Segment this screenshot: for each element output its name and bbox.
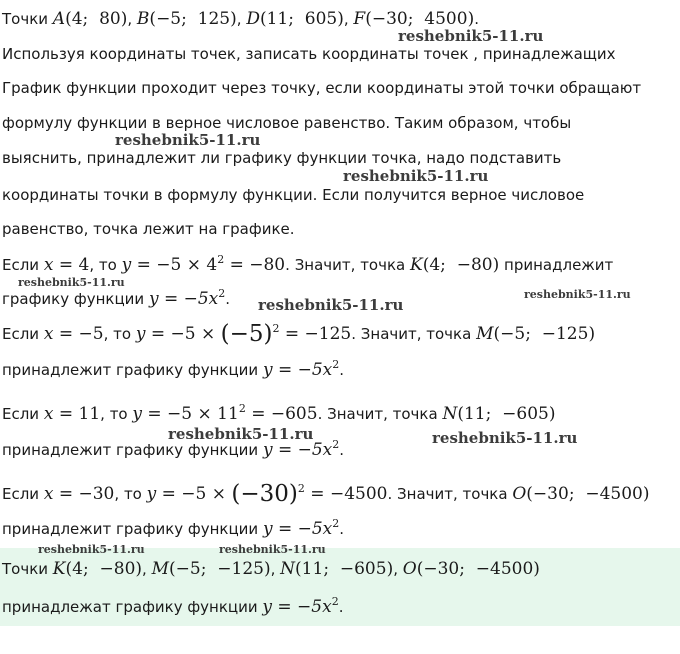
case-4-line-1: Если x = −30, то $y = -5 \times (-30)^2 = -4500$. Значит, точка O(−30; −4500) (2, 481, 650, 507)
case-4-line-2: принадлежит графику функции $y = -5x^2$. (2, 517, 345, 539)
explanation-line-1: График функции проходит через точку, если координаты этой точки обращают (2, 79, 642, 97)
watermark: reshebnik5-11.ru (219, 543, 326, 556)
watermark: reshebnik5-11.ru (115, 131, 261, 149)
case-3-line-1: Если x = 11, то $y = -5 \times 11^2 = -605$. Значит, точка N(11; −605) (2, 402, 556, 424)
watermark: reshebnik5-11.ru (168, 425, 314, 443)
explanation-line-3: выяснить, принадлежит ли графику функции точка, надо подставить (2, 149, 562, 167)
points-line: Точки A(4; 80), B(−5; 125), D(11; 605), F(−30; 4500). (2, 9, 479, 29)
watermark: reshebnik5-11.ru (18, 276, 125, 289)
answer-line-1: Точки K(4; −80), M(−5; −125), N(11; −605), O(−30; −4500) (2, 559, 540, 579)
explanation-line-2: формулу функции в верное числовое равенство. Таким образом, чтобы (2, 114, 572, 132)
watermark: reshebnik5-11.ru (524, 288, 631, 301)
watermark: reshebnik5-11.ru (398, 27, 544, 45)
task-line: Используя координаты точек, записать координаты точек , принадлежащих (2, 45, 616, 63)
explanation-line-5: равенство, точка лежит на графике. (2, 220, 295, 238)
case-1-line-2: графику функции $y = -5x^2$. (2, 287, 231, 309)
case-2-line-2: принадлежит графику функции $y = -5x^2$. (2, 358, 345, 380)
explanation-line-4: координаты точки в формулу функции. Если получится верное числовое (2, 186, 585, 204)
watermark: reshebnik5-11.ru (38, 543, 145, 556)
watermark: reshebnik5-11.ru (258, 296, 404, 314)
case-1-line-1: Если x = 4, то $y = -5 \times 4^2 = -80$. Значит, точка K(4; −80) принадлежит (2, 253, 614, 275)
watermark: reshebnik5-11.ru (343, 167, 489, 185)
case-2-line-1: Если x = −5, то $y = -5 \times (-5)^2 = -125$. Значит, точка M(−5; −125) (2, 321, 596, 347)
watermark: reshebnik5-11.ru (432, 429, 578, 447)
answer-line-2: принадлежат графику функции $y = -5x^2$. (2, 595, 344, 617)
case-3-line-2: принадлежит графику функции $y = -5x^2$. (2, 438, 345, 460)
